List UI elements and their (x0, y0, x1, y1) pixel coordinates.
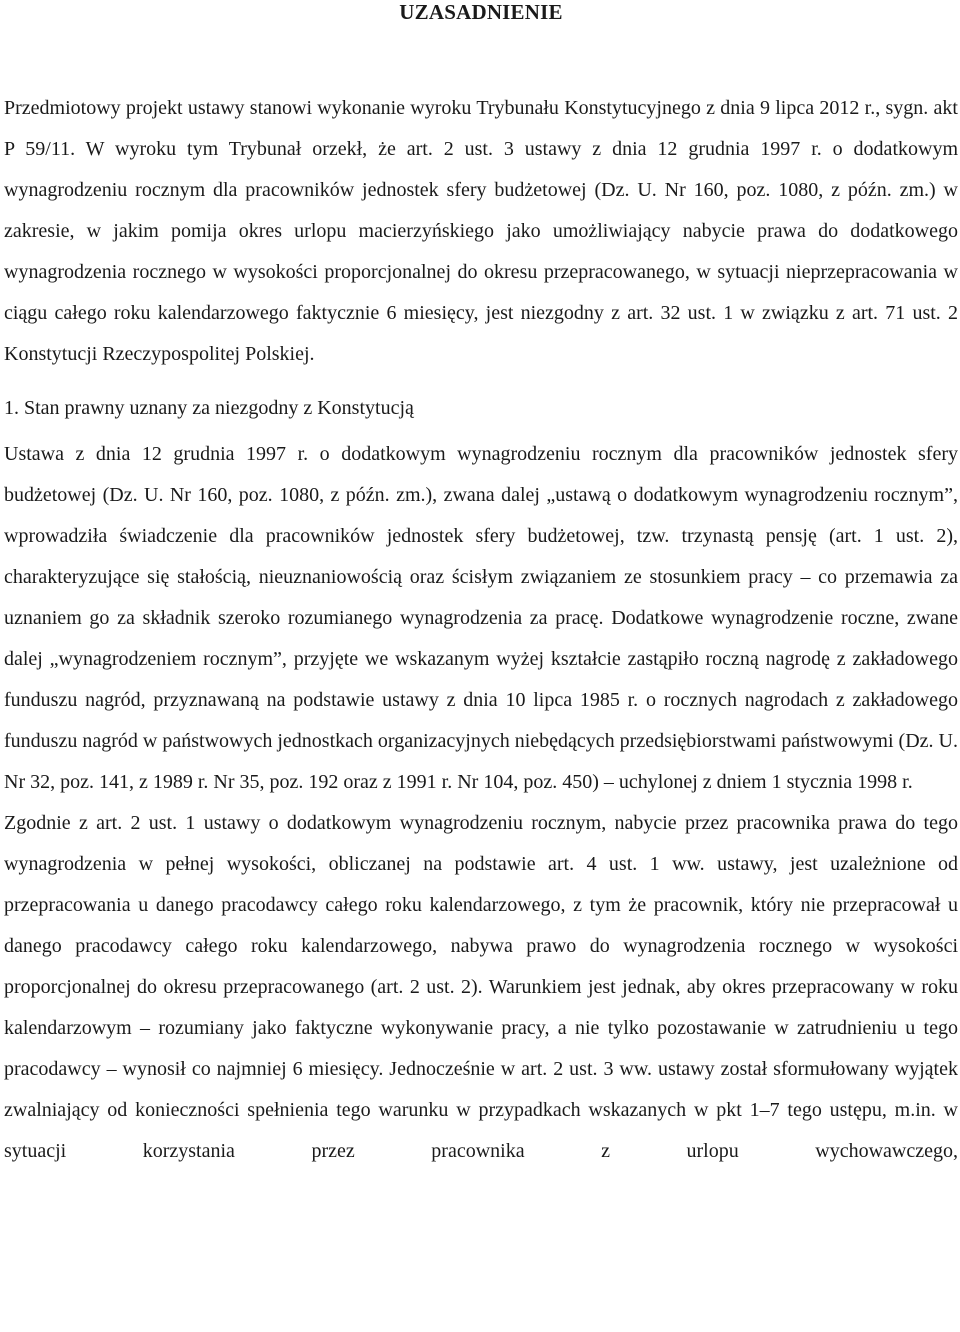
paragraph-entitlement: Zgodnie z art. 2 ust. 1 ustawy o dodatkowym wynagrodzeniu rocznym, nabycie przez pracownika prawa do tego wynagrodzenia w pełnej wysokości, obliczanej na podstawie art. 4 ust. 1 ww. ustawy, jest uzależnione od przepracowania u danego pracodawcy całego roku kalendarzowego, z tym że pracownik, który nie przepracował u danego pracodawcy całego roku kalendarzowego, nabywa prawo do wynagrodzenia rocznego w wysokości proporcjonalnej do okresu przepracowanego (art. 2 ust. 2). Warunkiem jest jednak, aby okres przepracowany w roku kalendarzowym – rozumiany jako faktyczne wykonywanie pracy, a nie tylko pozostawanie w zatrudnieniu u tego pracodawcy – wynosił co najmniej 6 miesięcy. Jednocześnie w art. 2 ust. 3 ww. ustawy został sformułowany wyjątek zwalniający od konieczności spełnienia tego warunku w przypadkach wskazanych w pkt 1–7 tego ustępu, m.in. w sytuacji korzystania przez pracownika z urlopu wychowawczego, (4, 812, 958, 1162)
document-title: UZASADNIENIE (399, 0, 563, 24)
paragraph-intro: Przedmiotowy projekt ustawy stanowi wykonanie wyroku Trybunału Konstytucyjnego z dnia 9 lipca 2012 r., sygn. akt P 59/11. W wyroku tym Trybunał orzekł, że art. 2 ust. 3 ustawy z dnia 12 grudnia 1997 r. o dodatkowym wynagrodzeniu rocznym dla pracowników jednostek sfery budżetowej (Dz. U. Nr 160, poz. 1080, z późn. zm.) w zakresie, w jakim pomija okres urlopu macierzyńskiego jako umożliwiający nabycie prawa do dodatkowego wynagrodzenia rocznego w wysokości proporcjonalnej do okresu przepracowanego, w sytuacji nieprzepracowania w ciągu całego roku kalendarzowego faktycznie 6 miesięcy, jest niezgodny z art. 32 ust. 1 w związku z art. 71 ust. 2 Konstytucji Rzeczypospolitej Polskiej. (4, 97, 958, 365)
paragraph-legal-status: Ustawa z dnia 12 grudnia 1997 r. o dodatkowym wynagrodzeniu rocznym dla pracowników jednostek sfery budżetowej (Dz. U. Nr 160, poz. 1080, z późn. zm.), zwana dalej „ustawą o dodatkowym wynagrodzeniu rocznym”, wprowadziła świadczenie dla pracowników jednostek sfery budżetowej, tzw. trzynastą pensję (art. 1 ust. 2), charakteryzujące się stałością, nieuznaniowością oraz ścisłym związaniem ze stosunkiem pracy – co przemawia za uznaniem go za składnik szeroko rozumianego wynagrodzenia za pracę. Dodatkowe wynagrodzenie roczne, zwane dalej „wynagrodzeniem rocznym”, przyjęte we wskazanym wyżej kształcie zastąpiło roczną nagrodę z zakładowego funduszu nagród, przyznawaną na podstawie ustawy z dnia 10 lipca 1985 r. o rocznych nagrodach z zakładowego funduszu nagród w państwowych jednostkach organizacyjnych niebędących przedsiębiorstwami państwowymi (Dz. U. Nr 32, poz. 141, z 1989 r. Nr 35, poz. 192 oraz z 1991 r. Nr 104, poz. 450) – uchylonej z dniem 1 stycznia 1998 r. (4, 443, 958, 793)
document-page (4, 0, 958, 1172)
section-heading: 1. Stan prawny uznany za niezgodny z Konstytucją (4, 397, 414, 419)
